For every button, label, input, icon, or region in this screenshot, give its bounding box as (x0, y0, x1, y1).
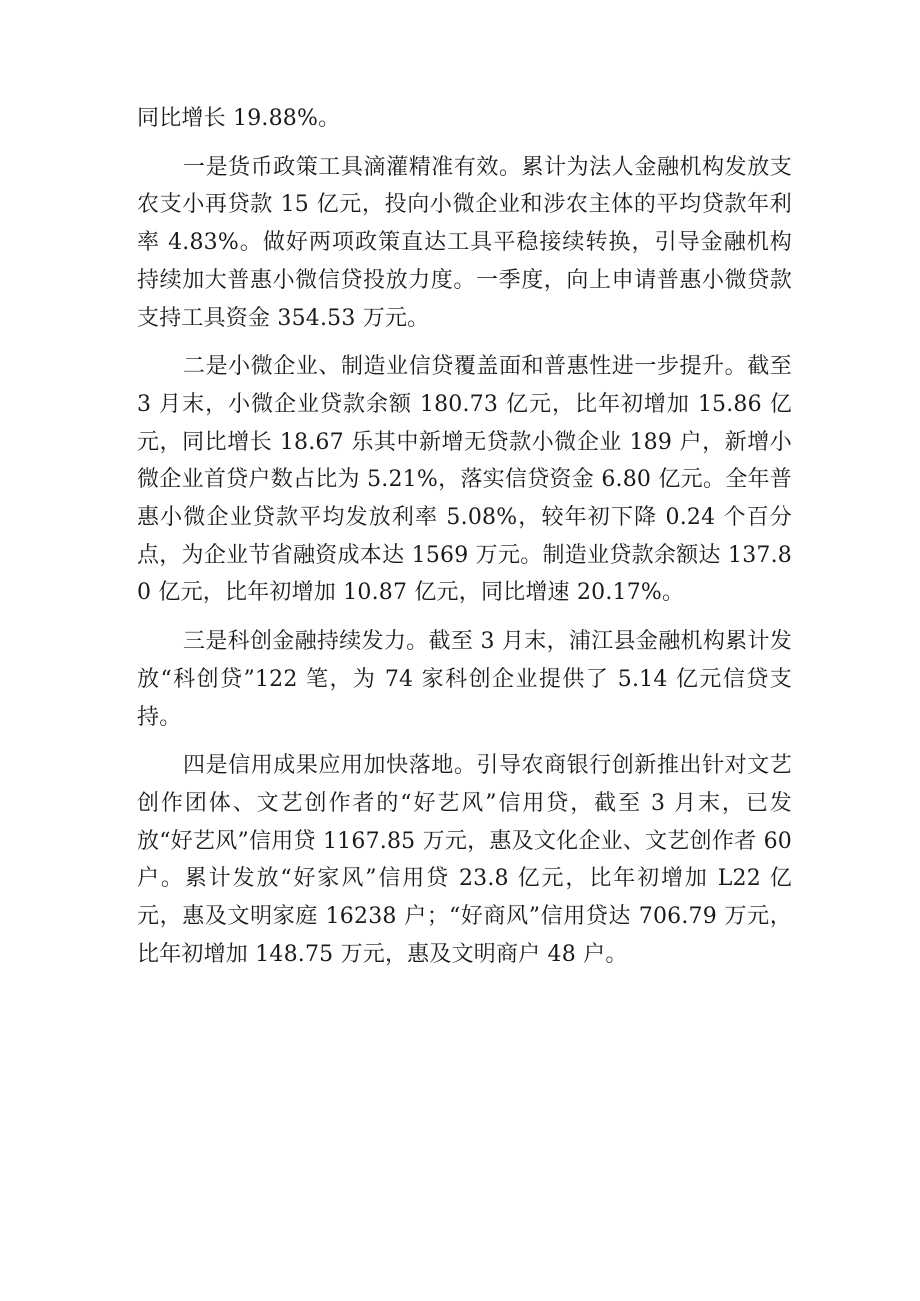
paragraph-monetary-policy: 一是货币政策工具滴灌精准有效。累计为法人金融机构发放支农支小再贷款 15 亿元，投向小微企业和涉农主体的平均贷款年利率 4.83%。做好两项政策直达工具平稳接续转换，引导金融机构持续加大普惠小微信贷投放力度。一季度，向上申请普惠小微贷款支持工具资金 354.53 万元。 (137, 154, 792, 331)
paragraph-tech-finance: 三是科创金融持续发力。截至 3 月末，浦江县金融机构累计发放“科创贷”122 笔，为 74 家科创企业提供了 5.14 亿元信贷支持。 (137, 629, 792, 730)
paragraph-small-micro-enterprise: 二是小微企业、制造业信贷覆盖面和普惠性进一步提升。截至 3 月末，小微企业贷款余额 180.73 亿元，比年初增加 15.86 亿元，同比增长 18.67 乐其中新增无贷款小微企业 189 户，新增小微企业首贷户数占比为 5.21%，落实信贷资金 6.80 亿元。全年普惠小微企业贷款平均发放利率 5.08%，较年初下降 0.24 个百分点，为企业节省融资成本达 1569 万元。制造业贷款余额达 137.80 亿元，比年初增加 10.87 亿元，同比增速 20.17%。 (137, 354, 792, 606)
document-body (137, 100, 792, 973)
paragraph-continuation: 同比增长 19.88%。 (137, 106, 341, 131)
paragraph-credit-application: 四是信用成果应用加快落地。引导农商银行创新推出针对文艺创作团体、文艺创作者的“好艺风”信用贷，截至 3 月末，已发放“好艺风”信用贷 1167.85 万元，惠及文化企业、文艺创作者 60 户。累计发放“好家风”信用贷 23.8 亿元，比年初增加 L22 亿元，惠及文明家庭 16238 户；“好商风”信用贷达 706.79 万元，比年初增加 148.75 万元，惠及文明商户 48 户。 (137, 753, 792, 967)
